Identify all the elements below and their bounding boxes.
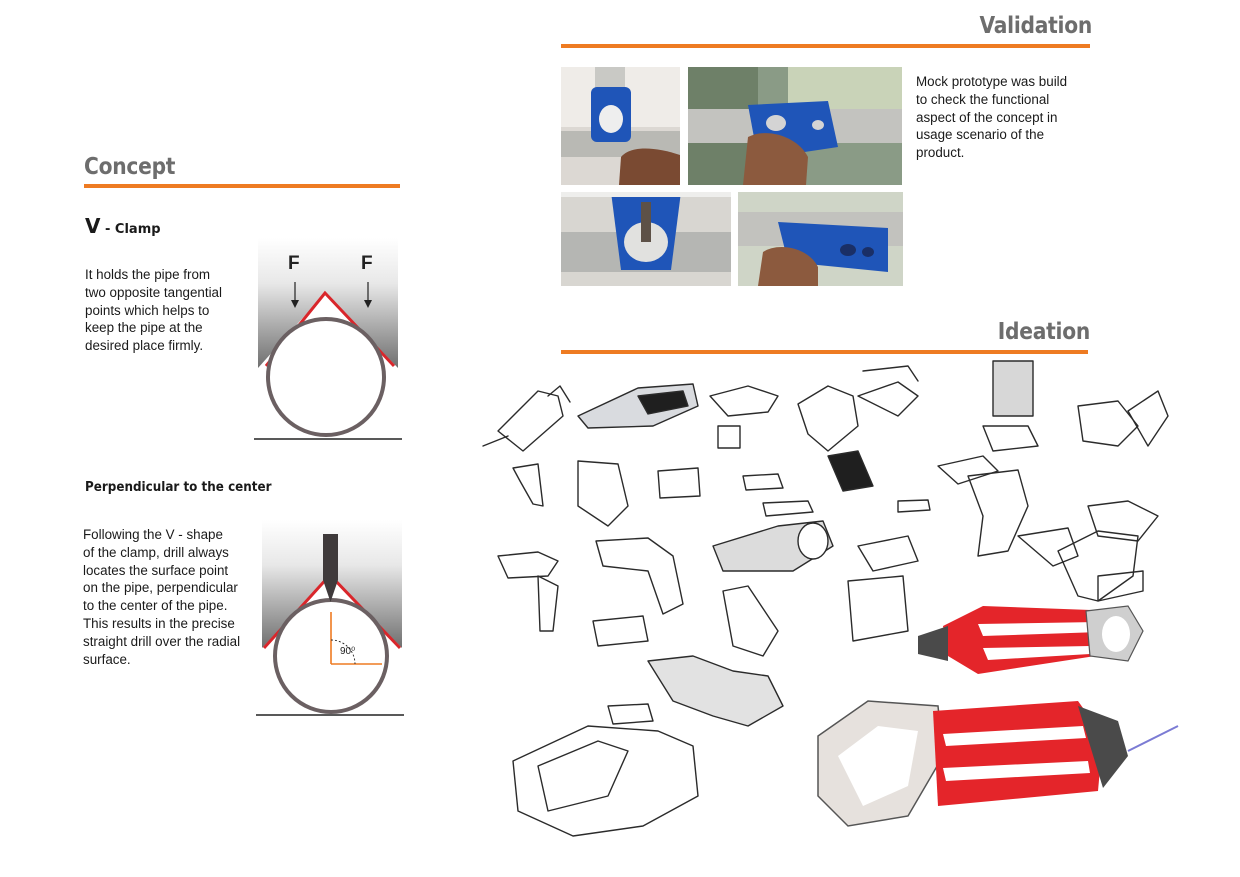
vclamp-heading xyxy=(85,214,161,238)
perpendicular-description xyxy=(83,526,263,668)
text-line: of the clamp, drill always xyxy=(83,544,229,560)
perpendicular-diagram xyxy=(254,520,406,720)
prototype-photo-2 xyxy=(688,67,902,185)
text-line: It holds the pipe from xyxy=(85,267,211,282)
text-line: surface. xyxy=(83,651,131,667)
text-line: product. xyxy=(916,145,965,161)
drill-bit-shaft xyxy=(323,534,338,580)
text-line: Following the V - shape xyxy=(83,527,223,542)
text-line: two opposite tangential xyxy=(85,284,222,300)
text-line: usage scenario of the xyxy=(916,127,1045,143)
text-line: locates the surface point xyxy=(83,562,229,578)
pipe-circle xyxy=(268,319,384,435)
text-line: This results in the precise xyxy=(83,615,235,631)
prototype-photo-3 xyxy=(561,192,731,286)
text-line: Mock prototype was build xyxy=(916,74,1068,89)
vclamp-description xyxy=(85,266,255,355)
prototype-photo-4 xyxy=(738,192,903,286)
validation-rule xyxy=(561,44,1090,48)
vclamp-heading-letter: V xyxy=(85,214,101,238)
text-line: points which helps to xyxy=(85,302,210,318)
vclamp-diagram xyxy=(252,238,404,444)
angle-label: 90⁰ xyxy=(340,646,356,657)
prototype-photo-1 xyxy=(561,67,680,185)
ideation-rule xyxy=(561,350,1088,354)
concept-rule xyxy=(84,184,400,188)
text-line: to check the functional xyxy=(916,91,1050,107)
force-label-left: F xyxy=(288,253,300,274)
text-line: aspect of the concept in xyxy=(916,109,1058,125)
ideation-title: Ideation xyxy=(997,319,1090,345)
ideation-sketches xyxy=(478,356,1198,866)
vclamp-heading-rest: - Clamp xyxy=(100,222,161,237)
text-line: on the pipe, perpendicular xyxy=(83,580,238,596)
text-line: keep the pipe at the xyxy=(85,320,203,336)
concept-title: Concept xyxy=(84,154,176,180)
force-label-right: F xyxy=(361,253,373,274)
validation-description xyxy=(916,73,1116,162)
validation-title: Validation xyxy=(979,13,1092,39)
text-line: desired place firmly. xyxy=(85,338,204,354)
text-line: straight drill over the radial xyxy=(83,633,241,649)
perpendicular-heading: Perpendicular to the center xyxy=(85,480,272,495)
text-line: to the center of the pipe. xyxy=(83,598,228,614)
